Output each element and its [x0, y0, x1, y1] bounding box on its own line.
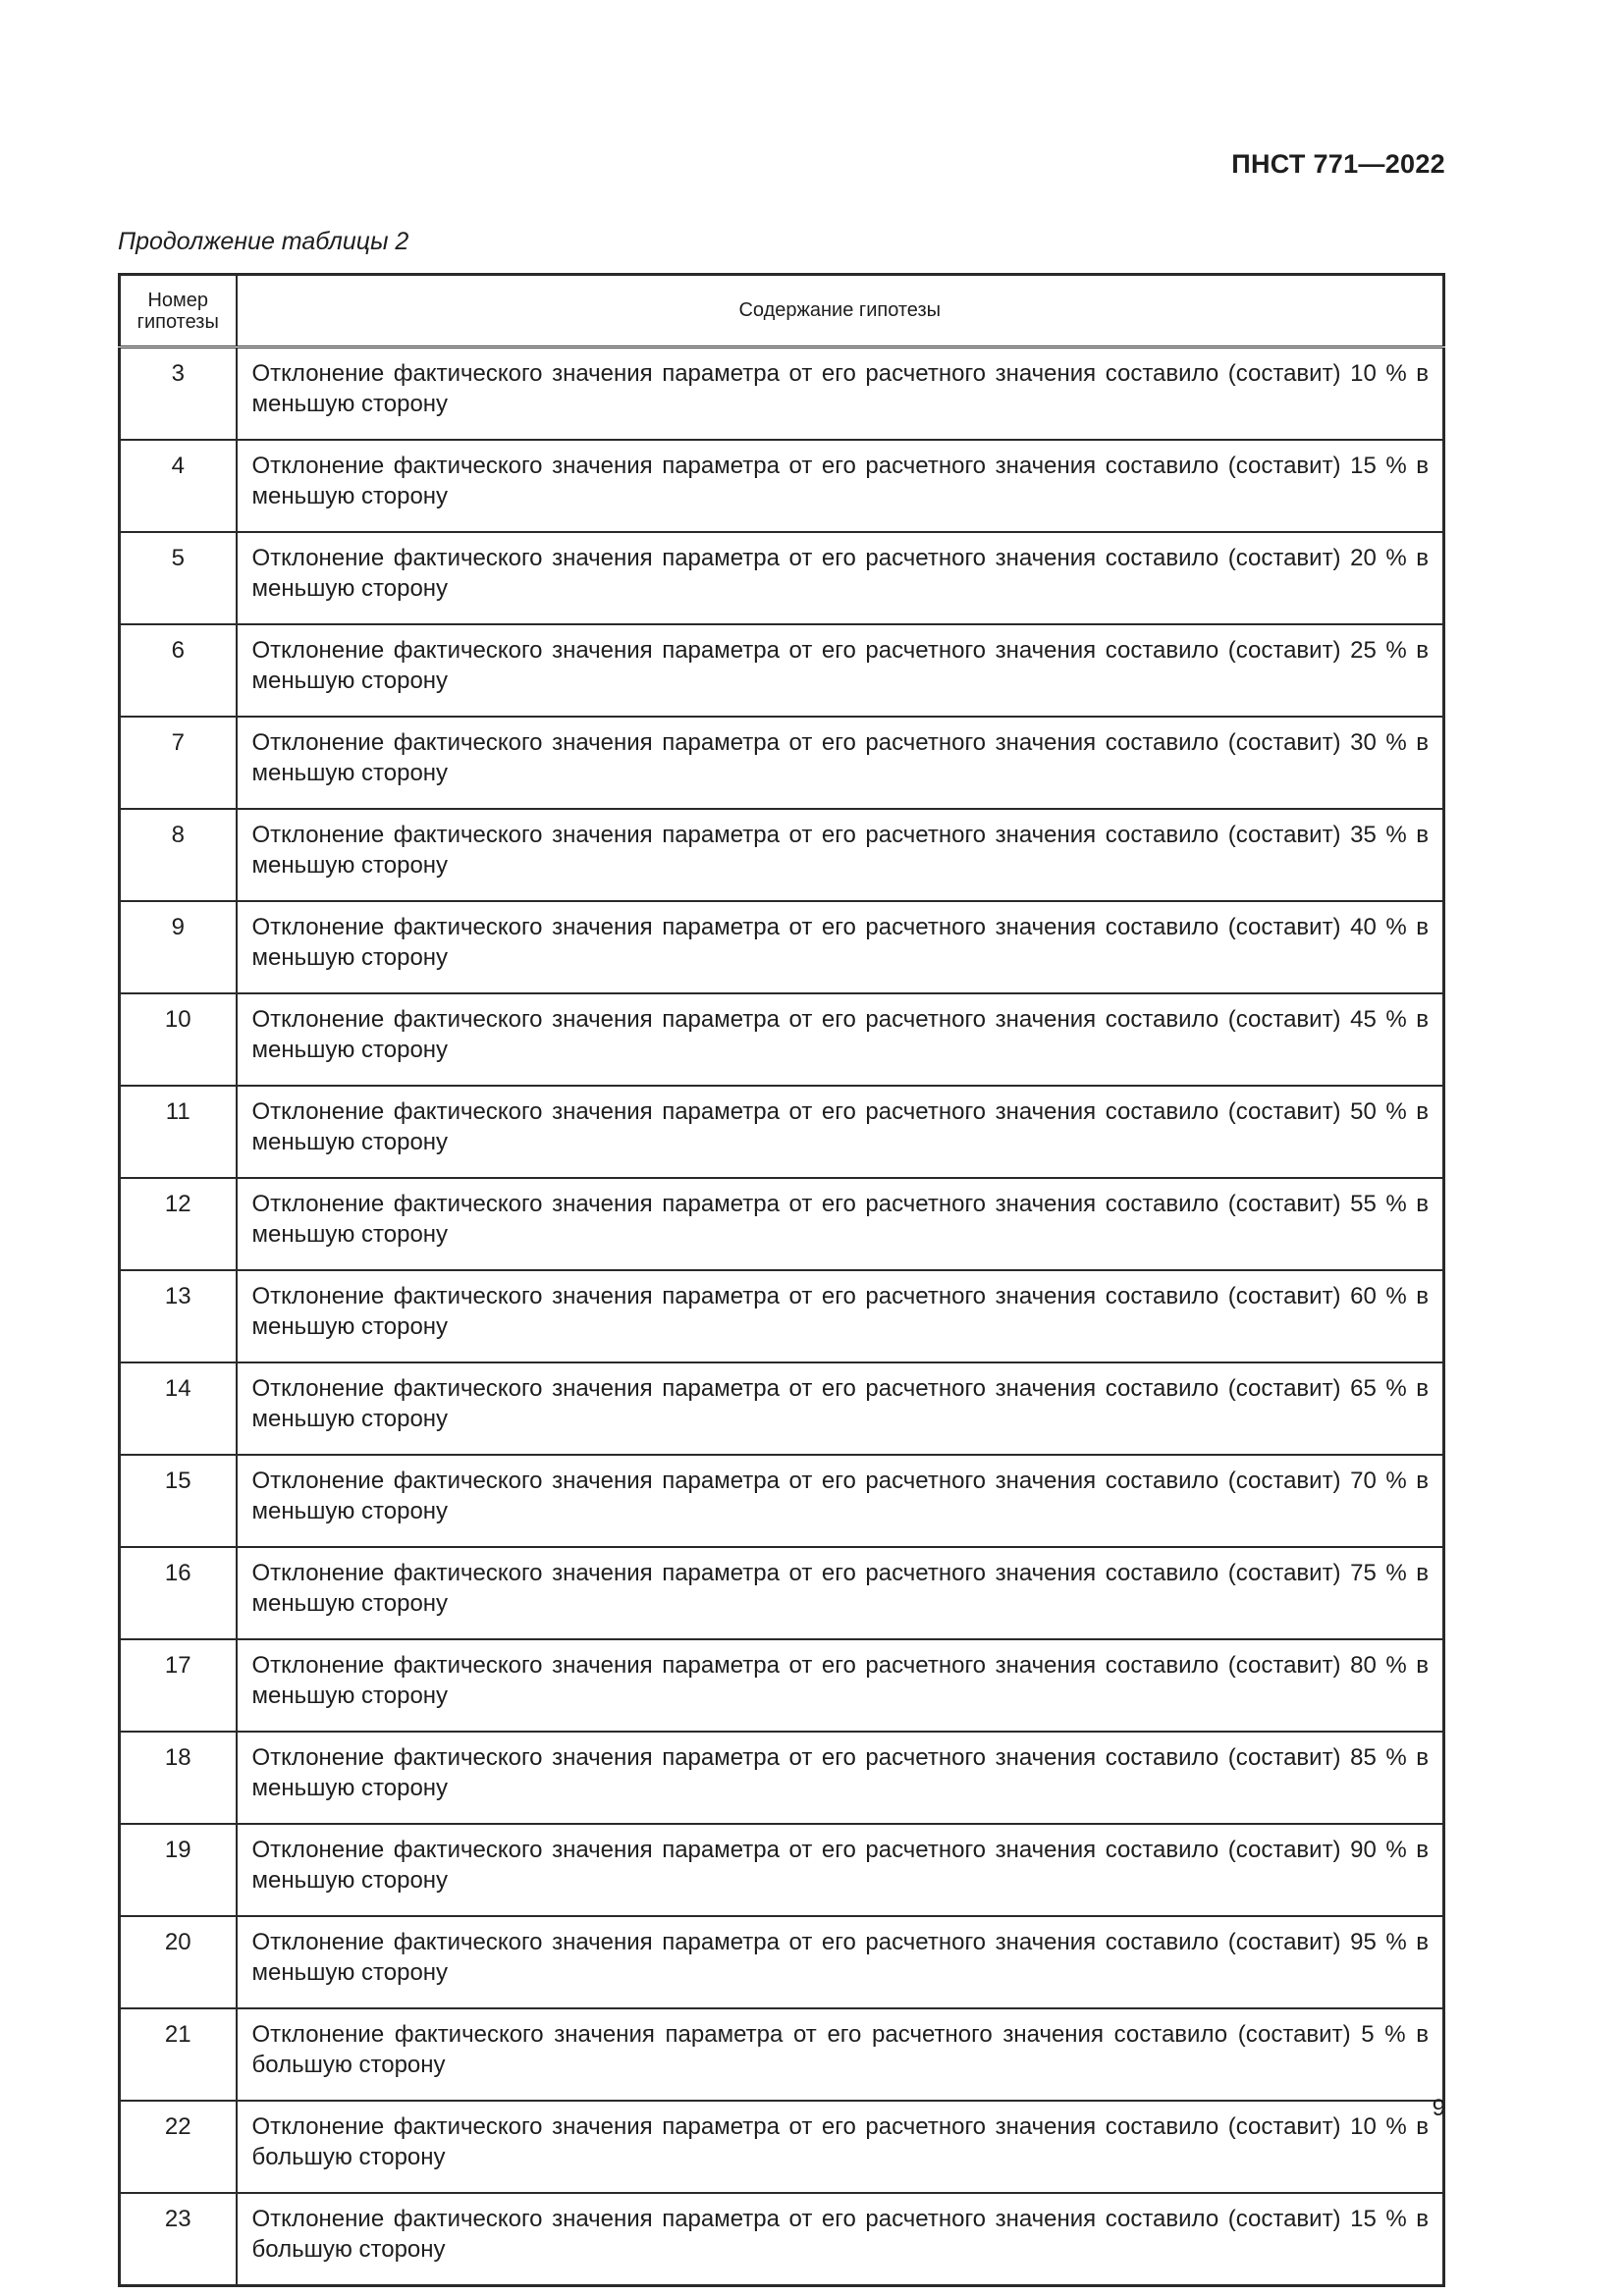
table-row: [120, 624, 1444, 717]
hypothesis-content: Отклонение фактического значения параметра от его расчетного значения составило (составит) 10 % в меньшую сторону: [237, 347, 1444, 441]
hypothesis-content: Отклонение фактического значения параметра от его расчетного значения составило (составит) 85 % в меньшую сторону: [237, 1732, 1444, 1824]
table-row: [120, 1455, 1444, 1547]
table-caption: Продолжение таблицы 2: [118, 228, 409, 255]
hypothesis-number: 14: [120, 1362, 237, 1455]
table-row: [120, 440, 1444, 532]
hypothesis-number: 12: [120, 1178, 237, 1270]
hypothesis-number: 3: [120, 347, 237, 441]
table-row: [120, 2193, 1444, 2286]
hypothesis-number: 8: [120, 809, 237, 901]
hypothesis-content: Отклонение фактического значения параметра от его расчетного значения составило (составит) 65 % в меньшую сторону: [237, 1362, 1444, 1455]
hypothesis-number: 13: [120, 1270, 237, 1362]
hypothesis-content: Отклонение фактического значения параметра от его расчетного значения составило (составит) 35 % в меньшую сторону: [237, 809, 1444, 901]
hypothesis-number: 5: [120, 532, 237, 624]
table-row: [120, 1362, 1444, 1455]
table-row: [120, 1916, 1444, 2008]
table-row: [120, 2008, 1444, 2101]
hypothesis-content: Отклонение фактического значения параметра от его расчетного значения составило (составит) 15 % в меньшую сторону: [237, 440, 1444, 532]
column-header-content: Содержание гипотезы: [237, 275, 1444, 347]
hypotheses-table: [118, 273, 1445, 2287]
hypothesis-content: Отклонение фактического значения параметра от его расчетного значения составило (составит) 40 % в меньшую сторону: [237, 901, 1444, 993]
hypothesis-content: Отклонение фактического значения параметра от его расчетного значения составило (составит) 95 % в меньшую сторону: [237, 1916, 1444, 2008]
hypothesis-number: 10: [120, 993, 237, 1086]
hypothesis-content: Отклонение фактического значения параметра от его расчетного значения составило (составит) 70 % в меньшую сторону: [237, 1455, 1444, 1547]
hypothesis-number: 7: [120, 717, 237, 809]
hypothesis-number: 21: [120, 2008, 237, 2101]
table-row: [120, 532, 1444, 624]
hypothesis-number: 19: [120, 1824, 237, 1916]
hypothesis-number: 17: [120, 1639, 237, 1732]
table-row: [120, 347, 1444, 441]
hypothesis-number: 15: [120, 1455, 237, 1547]
table-row: [120, 1178, 1444, 1270]
hypothesis-number: 6: [120, 624, 237, 717]
hypothesis-number: 18: [120, 1732, 237, 1824]
hypothesis-number: 9: [120, 901, 237, 993]
hypothesis-content: Отклонение фактического значения параметра от его расчетного значения составило (составит) 60 % в меньшую сторону: [237, 1270, 1444, 1362]
hypothesis-content: Отклонение фактического значения параметра от его расчетного значения составило (составит) 90 % в меньшую сторону: [237, 1824, 1444, 1916]
hypothesis-number: 4: [120, 440, 237, 532]
table-row: [120, 1732, 1444, 1824]
hypothesis-content: Отклонение фактического значения параметра от его расчетного значения составило (составит) 5 % в большую сторону: [237, 2008, 1444, 2101]
table-row: [120, 717, 1444, 809]
hypothesis-content: Отклонение фактического значения параметра от его расчетного значения составило (составит) 25 % в меньшую сторону: [237, 624, 1444, 717]
page-number: 9: [1432, 2095, 1445, 2121]
hypothesis-content: Отклонение фактического значения параметра от его расчетного значения составило (составит) 20 % в меньшую сторону: [237, 532, 1444, 624]
hypothesis-content: Отклонение фактического значения параметра от его расчетного значения составило (составит) 30 % в меньшую сторону: [237, 717, 1444, 809]
table-row: [120, 2101, 1444, 2193]
hypothesis-content: Отклонение фактического значения параметра от его расчетного значения составило (составит) 50 % в меньшую сторону: [237, 1086, 1444, 1178]
table-row: [120, 1086, 1444, 1178]
hypothesis-content: Отклонение фактического значения параметра от его расчетного значения составило (составит) 10 % в большую сторону: [237, 2101, 1444, 2193]
hypothesis-content: Отклонение фактического значения параметра от его расчетного значения составило (составит) 55 % в меньшую сторону: [237, 1178, 1444, 1270]
hypothesis-content: Отклонение фактического значения параметра от его расчетного значения составило (составит) 80 % в меньшую сторону: [237, 1639, 1444, 1732]
table-row: [120, 1639, 1444, 1732]
hypothesis-number: 20: [120, 1916, 237, 2008]
hypothesis-number: 23: [120, 2193, 237, 2286]
hypothesis-content: Отклонение фактического значения параметра от его расчетного значения составило (составит) 15 % в большую сторону: [237, 2193, 1444, 2286]
table-row: [120, 1547, 1444, 1639]
table-row: [120, 809, 1444, 901]
table-row: [120, 1270, 1444, 1362]
table-header-row: [120, 275, 1444, 347]
hypothesis-content: Отклонение фактического значения параметра от его расчетного значения составило (составит) 75 % в меньшую сторону: [237, 1547, 1444, 1639]
hypothesis-number: 22: [120, 2101, 237, 2193]
table-row: [120, 901, 1444, 993]
hypothesis-number: 16: [120, 1547, 237, 1639]
hypothesis-content: Отклонение фактического значения параметра от его расчетного значения составило (составит) 45 % в меньшую сторону: [237, 993, 1444, 1086]
table-row: [120, 1824, 1444, 1916]
column-header-number: Номер гипотезы: [120, 275, 237, 347]
hypothesis-number: 11: [120, 1086, 237, 1178]
table-row: [120, 993, 1444, 1086]
document-id: ПНСТ 771—2022: [1231, 149, 1445, 179]
